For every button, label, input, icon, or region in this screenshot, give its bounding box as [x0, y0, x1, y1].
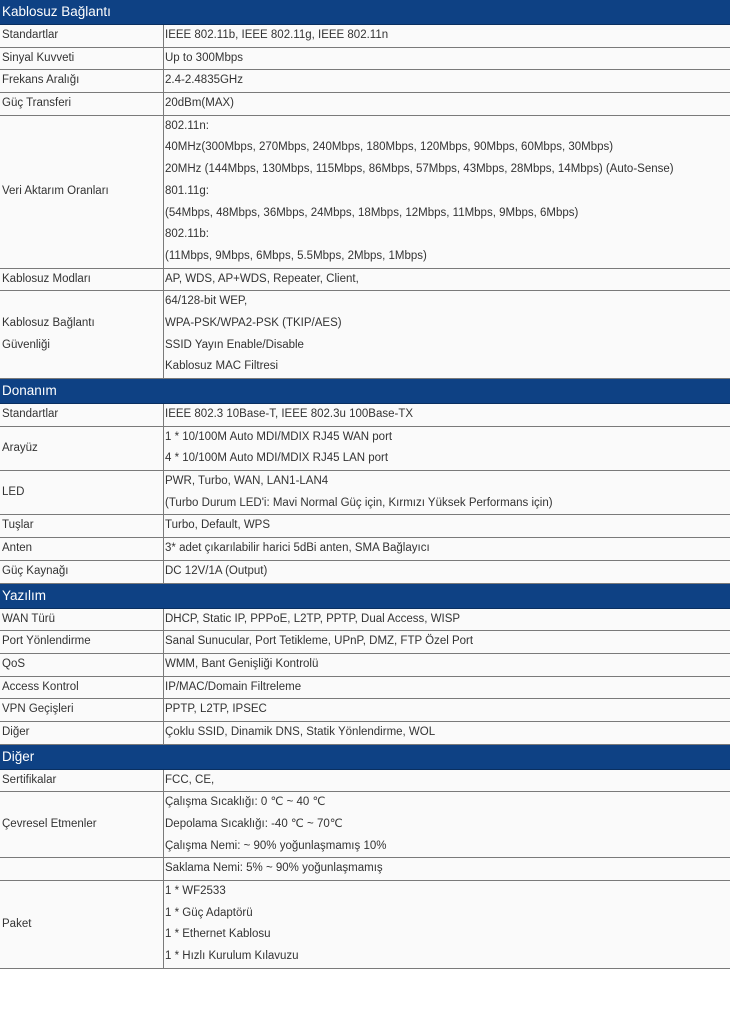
spec-label: [0, 677, 164, 699]
spec-value-line: 40MHz(300Mbps, 270Mbps, 240Mbps, 180Mbps, 120Mbps, 90Mbps, 60Mbps, 30Mbps): [165, 141, 614, 154]
spec-row: [0, 770, 730, 793]
spec-value: [164, 116, 730, 268]
spec-value: [164, 561, 730, 583]
spec-label-line: Paket: [2, 917, 32, 930]
spec-value-line: IEEE 802.3 10Base-T, IEEE 802.3u 100Base-TX: [165, 408, 414, 420]
spec-label-line: Arayüz: [2, 441, 38, 454]
spec-label-line: Standartlar: [2, 408, 59, 420]
spec-value-line: IP/MAC/Domain Filtreleme: [165, 680, 302, 693]
spec-value-line: FCC, CE,: [165, 773, 215, 786]
spec-label: [0, 631, 164, 653]
spec-label: [0, 291, 164, 378]
section-header: Yazılım: [0, 584, 730, 609]
spec-label-line: LED: [2, 485, 25, 498]
spec-label-line: Güvenliği: [2, 338, 50, 351]
spec-label: [0, 404, 164, 426]
spec-row: [0, 269, 730, 292]
spec-label-line: Standartlar: [2, 29, 59, 41]
spec-value-line: 20dBm(MAX): [165, 97, 235, 110]
spec-value: [164, 404, 730, 426]
spec-label: [0, 538, 164, 560]
spec-value-line: Up to 300Mbps: [165, 51, 243, 64]
spec-row: [0, 427, 730, 471]
spec-label-line: Diğer: [2, 725, 30, 738]
spec-label: [0, 609, 164, 631]
spec-value-line: Sanal Sunucular, Port Tetikleme, UPnP, DMZ, FTP Özel Port: [165, 635, 474, 648]
spec-value-line: 1 * Ethernet Kablosu: [165, 928, 271, 941]
spec-value: [164, 471, 730, 514]
spec-value-line: 1 * WF2533: [165, 885, 226, 898]
spec-label: [0, 722, 164, 744]
spec-value: [164, 858, 730, 880]
spec-value: [164, 881, 730, 968]
spec-value-line: WPA-PSK/WPA2-PSK (TKIP/AES): [165, 316, 342, 329]
spec-row: [0, 722, 730, 745]
spec-label: [0, 427, 164, 470]
spec-row: [0, 291, 730, 379]
spec-value-line: DHCP, Static IP, PPPoE, L2TP, PPTP, Dual Access, WISP: [165, 612, 461, 625]
spec-value: [164, 654, 730, 676]
spec-value-line: PWR, Turbo, WAN, LAN1-LAN4: [165, 475, 329, 488]
spec-row: [0, 471, 730, 515]
spec-value-line: 64/128-bit WEP,: [165, 295, 248, 308]
spec-value-line: Turbo, Default, WPS: [165, 519, 271, 532]
spec-row: [0, 515, 730, 538]
spec-label-line: Tuşlar: [2, 519, 34, 532]
section-header: Diğer: [0, 745, 730, 770]
spec-value-line: 3* adet çıkarılabilir harici 5dBi anten, SMA Bağlayıcı: [165, 542, 430, 555]
spec-row: [0, 25, 730, 48]
spec-value-line: 4 * 10/100M Auto MDI/MDIX RJ45 LAN port: [165, 452, 389, 465]
spec-value: [164, 25, 730, 47]
spec-value-line: 801.11g:: [165, 184, 209, 197]
spec-label-line: Sertifikalar: [2, 773, 57, 786]
section-header: Donanım: [0, 379, 730, 404]
spec-label: [0, 654, 164, 676]
spec-value-line: (11Mbps, 9Mbps, 6Mbps, 5.5Mbps, 2Mbps, 1Mbps): [165, 249, 427, 262]
spec-label-line: Frekans Aralığı: [2, 74, 80, 87]
spec-value-line: SSID Yayın Enable/Disable: [165, 338, 304, 351]
spec-value: [164, 631, 730, 653]
spec-label-line: Access Kontrol: [2, 680, 79, 693]
spec-row: [0, 858, 730, 881]
spec-label-line: QoS: [2, 657, 26, 670]
spec-value-line: DC 12V/1A (Output): [165, 564, 268, 577]
spec-value: [164, 538, 730, 560]
spec-value: [164, 48, 730, 70]
spec-value: [164, 427, 730, 470]
spec-label-line: VPN Geçişleri: [2, 703, 74, 716]
spec-value-line: 802.11b:: [165, 228, 209, 241]
spec-row: [0, 116, 730, 269]
spec-label: [0, 792, 164, 857]
spec-value: [164, 792, 730, 857]
spec-label-line: WAN Türü: [2, 612, 56, 625]
spec-label-line: Kablosuz Bağlantı: [2, 316, 95, 329]
spec-value-line: (54Mbps, 48Mbps, 36Mbps, 24Mbps, 18Mbps, 12Mbps, 11Mbps, 9Mbps, 6Mbps): [165, 206, 579, 219]
spec-row: [0, 561, 730, 584]
spec-value: [164, 70, 730, 92]
spec-value: [164, 515, 730, 537]
spec-value: [164, 269, 730, 291]
spec-label-line: Çevresel Etmenler: [2, 818, 97, 830]
spec-label: [0, 471, 164, 514]
spec-label: [0, 699, 164, 721]
spec-value-line: Çoklu SSID, Dinamik DNS, Statik Yönlendirme, WOL: [165, 725, 436, 738]
spec-value-line: 802.11n:: [165, 119, 209, 132]
spec-value-line: WMM, Bant Genişliği Kontrolü: [165, 657, 319, 670]
spec-label: [0, 858, 164, 880]
spec-label: [0, 93, 164, 115]
spec-label: [0, 25, 164, 47]
spec-row: [0, 70, 730, 93]
spec-value-line: Kablosuz MAC Filtresi: [165, 360, 279, 373]
spec-label: [0, 116, 164, 268]
spec-value-line: 1 * Hızlı Kurulum Kılavuzu: [165, 950, 299, 963]
spec-label-line: Kablosuz Modları: [2, 272, 91, 285]
spec-row: [0, 654, 730, 677]
spec-label-line: Sinyal Kuvveti: [2, 51, 75, 64]
section-header: Kablosuz Bağlantı: [0, 0, 730, 25]
spec-row: [0, 699, 730, 722]
spec-value: [164, 677, 730, 699]
spec-value-line: Saklama Nemi: 5% ~ 90% yoğunlaşmamış: [165, 862, 383, 875]
spec-value: [164, 722, 730, 744]
spec-value-line: (Turbo Durum LED'i: Mavi Normal Güç için, Kırmızı Yüksek Performans için): [165, 496, 553, 509]
spec-value-line: 2.4-2.4835GHz: [165, 74, 243, 87]
spec-value: [164, 770, 730, 792]
spec-row: [0, 538, 730, 561]
spec-label-line: Güç Kaynağı: [2, 564, 69, 577]
spec-row: [0, 792, 730, 858]
spec-value-line: AP, WDS, AP+WDS, Repeater, Client,: [165, 272, 359, 285]
spec-label: [0, 515, 164, 537]
spec-row: [0, 881, 730, 969]
spec-value: [164, 93, 730, 115]
spec-label-line: Veri Aktarım Oranları: [2, 184, 109, 197]
spec-label: [0, 881, 164, 968]
spec-value-line: 1 * 10/100M Auto MDI/MDIX RJ45 WAN port: [165, 430, 393, 443]
spec-value-line: Çalışma Sıcaklığı: 0 ℃ ~ 40 ℃: [165, 796, 326, 809]
spec-row: [0, 404, 730, 427]
spec-value-line: IEEE 802.11b, IEEE 802.11g, IEEE 802.11n: [165, 29, 389, 41]
spec-value: [164, 291, 730, 378]
spec-row: [0, 609, 730, 632]
spec-value-line: Depolama Sıcaklığı: -40 ℃ ~ 70℃: [165, 818, 343, 830]
spec-row: [0, 93, 730, 116]
spec-value: [164, 609, 730, 631]
spec-label: [0, 269, 164, 291]
spec-value-line: 1 * Güç Adaptörü: [165, 906, 253, 919]
spec-label: [0, 770, 164, 792]
spec-value-line: PPTP, L2TP, IPSEC: [165, 703, 267, 716]
spec-label: [0, 561, 164, 583]
spec-label: [0, 70, 164, 92]
spec-row: [0, 48, 730, 71]
spec-label-line: Güç Transferi: [2, 97, 72, 110]
spec-label-line: Anten: [2, 542, 33, 555]
spec-label-line: Port Yönlendirme: [2, 635, 91, 648]
spec-label: [0, 48, 164, 70]
spec-row: [0, 631, 730, 654]
spec-row: [0, 677, 730, 700]
spec-value-line: 20MHz (144Mbps, 130Mbps, 115Mbps, 86Mbps, 57Mbps, 43Mbps, 28Mbps, 14Mbps) (Auto-Sense): [165, 163, 674, 176]
spec-value-line: Çalışma Nemi: ~ 90% yoğunlaşmamış 10%: [165, 839, 387, 852]
spec-value: [164, 699, 730, 721]
